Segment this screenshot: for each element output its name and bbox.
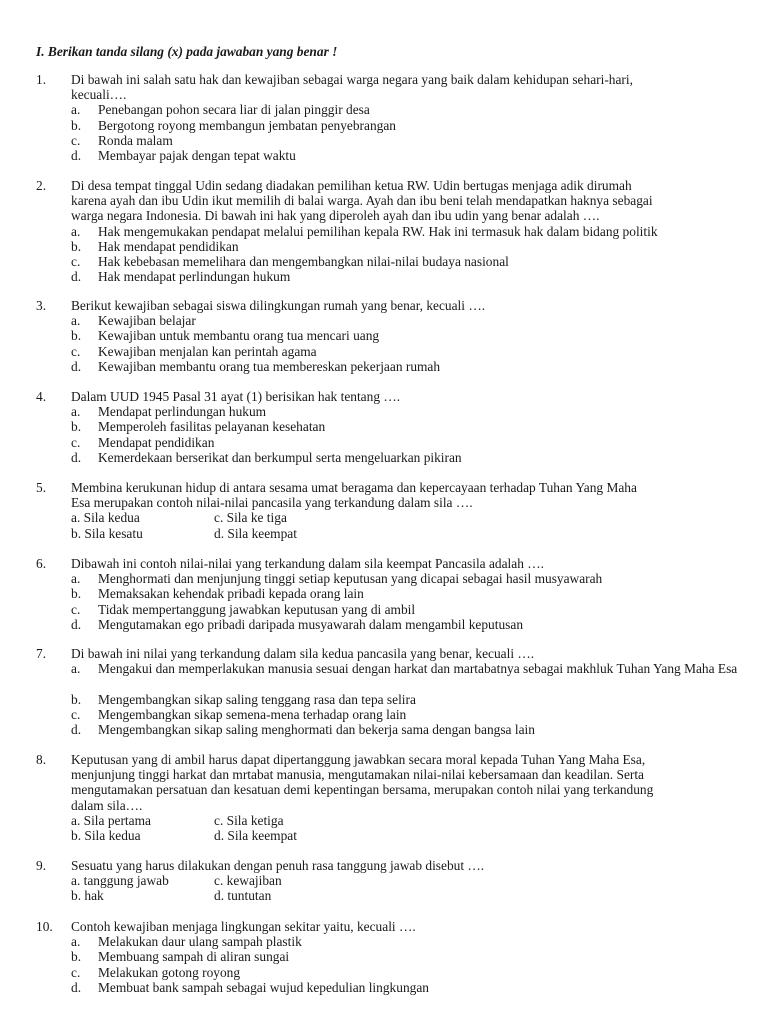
answer-options bbox=[71, 571, 736, 632]
answer-option[interactable] bbox=[71, 965, 736, 980]
answer-options-grid bbox=[71, 510, 736, 540]
option-text: Hak mendapat pendidikan bbox=[98, 238, 239, 254]
question-number: 4. bbox=[36, 389, 47, 404]
option-text: Kewajiban membantu orang tua membereskan pekerjaan rumah bbox=[98, 358, 441, 374]
answer-option[interactable] bbox=[71, 359, 736, 374]
answer-option-b[interactable]: b. hak bbox=[71, 888, 104, 904]
option-text: Bergotong royong membangun jembatan penyebrangan bbox=[98, 117, 396, 133]
option-letter: c. bbox=[71, 706, 81, 722]
answer-option[interactable] bbox=[71, 586, 736, 601]
option-text: Hak mendapat perlindungan hukum bbox=[98, 269, 291, 285]
option-letter: c. bbox=[71, 434, 81, 450]
option-text: Mengembangkan sikap saling menghormati dan bekerja sama dengan bangsa lain bbox=[98, 721, 535, 737]
question-number: 5. bbox=[36, 480, 47, 495]
question-text-line: Dalam UUD 1945 Pasal 31 ayat (1) berisikan hak tentang …. bbox=[71, 389, 401, 404]
option-text: Kewajiban belajar bbox=[98, 313, 196, 329]
answer-option-a[interactable]: a. Sila kedua bbox=[71, 510, 140, 526]
question-text-line: Contoh kewajiban menjaga lingkungan sekitar yaitu, kecuali …. bbox=[71, 919, 416, 934]
option-text: Kewajiban menjalan kan perintah agama bbox=[98, 343, 317, 359]
option-letter: a. bbox=[71, 223, 81, 239]
option-text: Mengembangkan sikap saling tenggang rasa dan tepa selira bbox=[98, 691, 416, 707]
answer-option[interactable] bbox=[71, 404, 736, 419]
answer-option[interactable] bbox=[71, 344, 736, 359]
option-letter: d. bbox=[71, 721, 82, 737]
option-letter: b. bbox=[71, 949, 82, 965]
answer-option-c[interactable]: c. Sila ketiga bbox=[214, 812, 284, 828]
option-letter: c. bbox=[71, 601, 81, 617]
question-text-line: Di bawah ini salah satu hak dan kewajiban sebagai warga negara yang baik dalam kehidupan sehari-hari, bbox=[71, 72, 633, 87]
option-letter: d. bbox=[71, 449, 82, 465]
question-body bbox=[71, 480, 736, 541]
question-text-line: Berikut kewajiban sebagai siswa dilingkungan rumah yang benar, kecuali …. bbox=[71, 298, 486, 313]
question-number: 9. bbox=[36, 858, 47, 873]
question-text-line: mengutamakan persatuan dan kesatuan demi kepentingan bersama, merupakan contoh nilai yang terkandung bbox=[71, 782, 654, 798]
question-body bbox=[71, 858, 736, 904]
answer-option[interactable] bbox=[71, 571, 736, 586]
question-text-line: Di desa tempat tinggal Udin sedang diadakan pemilihan ketua RW. Udin bertugas menjaga adik dirumah bbox=[71, 178, 632, 193]
answer-options bbox=[71, 102, 736, 163]
question-text-line: karena ayah dan ibu Udin ikut memilih di balai warga. Ayah dan ibu beni telah mendapatkan haknya sebagai bbox=[71, 193, 653, 209]
answer-option[interactable] bbox=[71, 239, 736, 254]
answer-option[interactable] bbox=[71, 224, 736, 239]
option-text: Kemerdekaan berserikat dan berkumpul serta mengeluarkan pikiran bbox=[98, 449, 462, 465]
answer-options-grid bbox=[71, 813, 736, 843]
option-letter: b. bbox=[71, 586, 82, 602]
option-letter: d. bbox=[71, 979, 82, 995]
option-letter: a. bbox=[71, 661, 81, 677]
question-body bbox=[71, 178, 736, 284]
option-letter: b. bbox=[71, 238, 82, 254]
question-text-line: Sesuatu yang harus dilakukan dengan penuh rasa tanggung jawab disebut …. bbox=[71, 858, 485, 873]
answer-option[interactable] bbox=[71, 313, 736, 328]
answer-option[interactable] bbox=[71, 102, 736, 117]
question-text-line: Membina kerukunan hidup di antara sesama umat beragama dan kepercayaan terhadap Tuhan Yang Maha bbox=[71, 480, 637, 495]
question-number: 8. bbox=[36, 752, 47, 767]
question-number: 10. bbox=[36, 919, 53, 934]
option-letter: d. bbox=[71, 616, 82, 632]
option-letter: b. bbox=[71, 328, 82, 344]
answer-option-b[interactable]: b. Sila kedua bbox=[71, 828, 141, 843]
option-text: Membuang sampah di aliran sungai bbox=[98, 949, 290, 965]
question-number: 1. bbox=[36, 72, 47, 87]
option-letter: b. bbox=[71, 419, 82, 435]
answer-option[interactable] bbox=[71, 148, 736, 163]
option-text: Mendapat pendidikan bbox=[98, 434, 215, 450]
answer-option[interactable] bbox=[71, 328, 736, 343]
option-letter: c. bbox=[71, 253, 81, 269]
option-letter: a. bbox=[71, 313, 81, 329]
option-text: Mendapat perlindungan hukum bbox=[98, 404, 267, 420]
question-number: 3. bbox=[36, 298, 47, 313]
option-text: Membayar pajak dengan tepat waktu bbox=[98, 147, 296, 163]
option-text: Penebangan pohon secara liar di jalan pinggir desa bbox=[98, 102, 370, 118]
answer-option-c[interactable]: c. Sila ke tiga bbox=[214, 510, 287, 526]
option-text: Hak kebebasan memelihara dan mengembangkan nilai-nilai budaya nasional bbox=[98, 253, 509, 269]
answer-option[interactable] bbox=[71, 661, 736, 691]
answer-option[interactable] bbox=[71, 118, 736, 133]
section-instruction: I. Berikan tanda silang (x) pada jawaban yang benar ! bbox=[36, 44, 338, 59]
option-text: Membuat bank sampah sebagai wujud kepedulian lingkungan bbox=[98, 979, 429, 995]
question-text-line: Dibawah ini contoh nilai-nilai yang terkandung dalam sila keempat Pancasila adalah …. bbox=[71, 556, 544, 571]
option-text: Kewajiban untuk membantu orang tua mencari uang bbox=[98, 328, 380, 344]
answer-option[interactable] bbox=[71, 133, 736, 148]
answer-option-c[interactable]: c. kewajiban bbox=[214, 873, 282, 889]
answer-options bbox=[71, 934, 736, 995]
option-letter: a. bbox=[71, 404, 81, 420]
question-text-line: kecuali…. bbox=[71, 87, 127, 103]
option-letter: c. bbox=[71, 964, 81, 980]
question-body bbox=[71, 298, 736, 374]
question-text-line: dalam sila…. bbox=[71, 797, 143, 813]
option-text: Melakukan gotong royong bbox=[98, 964, 241, 980]
option-letter: d. bbox=[71, 358, 82, 374]
question-body bbox=[71, 646, 736, 737]
option-letter: d. bbox=[71, 269, 82, 285]
option-letter: d. bbox=[71, 147, 82, 163]
option-letter: b. bbox=[71, 691, 82, 707]
answer-option-d[interactable]: d. Sila keempat bbox=[214, 525, 297, 541]
option-letter: c. bbox=[71, 132, 81, 148]
question-body bbox=[71, 752, 736, 843]
question-text-line: Esa merupakan contoh nilai-nilai pancasila yang terkandung dalam sila …. bbox=[71, 495, 473, 511]
answer-option[interactable] bbox=[71, 722, 736, 737]
question-body bbox=[71, 389, 736, 465]
question-text-line: menjunjung tinggi harkat dan mrtabat manusia, mengutamakan nilai-nilai kebersamaan dan keadilan. Serta bbox=[71, 767, 645, 783]
option-text: Tidak mempertanggung jawabkan keputusan yang di ambil bbox=[98, 601, 416, 617]
option-text: Mengutamakan ego pribadi daripada musyawarah dalam mengambil keputusan bbox=[98, 616, 524, 632]
option-text: Memaksakan kehendak pribadi kepada orang lain bbox=[98, 586, 364, 602]
answer-options bbox=[71, 313, 736, 374]
question-number: 7. bbox=[36, 646, 47, 661]
option-text: Mengakui dan memperlakukan manusia sesuai dengan harkat dan martabatnya sebagai makhluk Tuhan Yang Maha Esa bbox=[98, 661, 738, 677]
question-number: 2. bbox=[36, 178, 47, 193]
option-text: Memperoleh fasilitas pelayanan kesehatan bbox=[98, 419, 326, 435]
answer-options bbox=[71, 224, 736, 285]
question-text-line: Keputusan yang di ambil harus dapat dipertanggung jawabkan secara moral kepada Tuhan Yang Maha Esa, bbox=[71, 752, 646, 767]
answer-option[interactable] bbox=[71, 602, 736, 617]
option-text: Menghormati dan menjunjung tinggi setiap keputusan yang dicapai sebagai hasil musyawarah bbox=[98, 571, 603, 587]
option-letter: b. bbox=[71, 117, 82, 133]
option-text: Mengembangkan sikap semena-mena terhadap orang lain bbox=[98, 706, 407, 722]
option-letter: c. bbox=[71, 343, 81, 359]
answer-option[interactable] bbox=[71, 254, 736, 269]
answer-option[interactable] bbox=[71, 435, 736, 450]
answer-option[interactable] bbox=[71, 617, 736, 632]
answer-option[interactable] bbox=[71, 934, 736, 949]
option-letter: a. bbox=[71, 571, 81, 587]
question-body bbox=[71, 72, 736, 163]
answer-options-grid bbox=[71, 873, 736, 903]
answer-option-a[interactable]: a. Sila pertama bbox=[71, 812, 151, 828]
answer-option[interactable] bbox=[71, 450, 736, 465]
option-letter: a. bbox=[71, 102, 81, 118]
answer-options bbox=[71, 661, 736, 737]
question-body bbox=[71, 919, 736, 995]
option-text: Hak mengemukakan pendapat melalui pemilihan kepala RW. Hak ini termasuk hak dalam bidang politik bbox=[98, 223, 658, 239]
answer-options bbox=[71, 404, 736, 465]
answer-option-b[interactable]: b. Sila kesatu bbox=[71, 525, 143, 541]
option-text: Ronda malam bbox=[98, 132, 173, 148]
answer-option[interactable] bbox=[71, 692, 736, 707]
answer-option-d[interactable]: d. Sila keempat bbox=[214, 828, 297, 843]
answer-option[interactable] bbox=[71, 980, 736, 995]
answer-option[interactable] bbox=[71, 707, 736, 722]
answer-option[interactable] bbox=[71, 949, 736, 964]
question-text-line: Di bawah ini nilai yang terkandung dalam sila kedua pancasila yang benar, kecuali …. bbox=[71, 646, 535, 661]
question-number: 6. bbox=[36, 556, 47, 571]
answer-option[interactable] bbox=[71, 269, 736, 284]
answer-option[interactable] bbox=[71, 419, 736, 434]
answer-option-d[interactable]: d. tuntutan bbox=[214, 888, 272, 904]
answer-option-a[interactable]: a. tanggung jawab bbox=[71, 873, 169, 889]
option-letter: a. bbox=[71, 934, 81, 950]
question-text-line: warga negara Indonesia. Di bawah ini hak yang diperoleh ayah dan ibu udin yang benar adalah …. bbox=[71, 208, 600, 224]
option-text: Melakukan daur ulang sampah plastik bbox=[98, 934, 302, 950]
question-body bbox=[71, 556, 736, 632]
